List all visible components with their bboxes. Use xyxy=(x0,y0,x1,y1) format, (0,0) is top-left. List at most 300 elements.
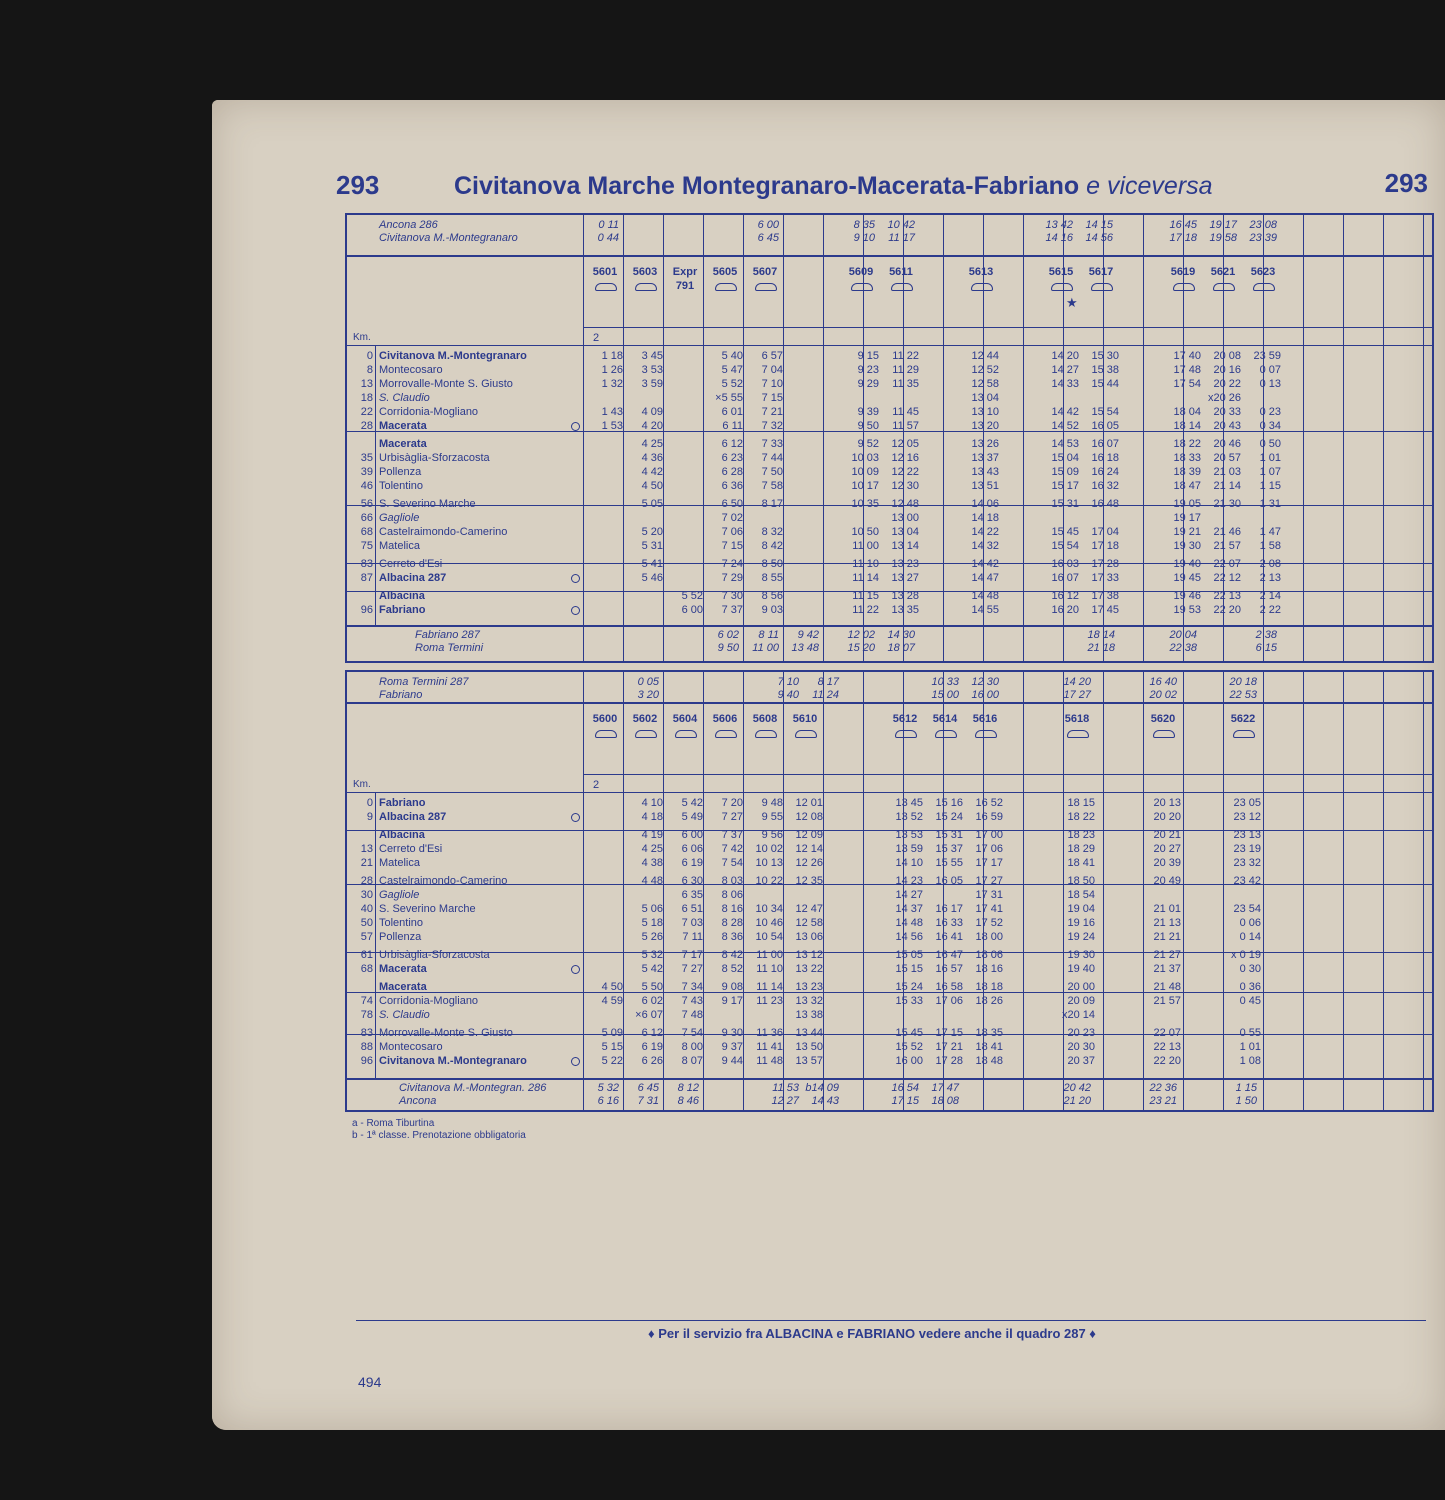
time-cell: 6 11 xyxy=(722,420,743,432)
time-cell: 12 44 xyxy=(971,350,999,362)
station-name: S. Severino Marche xyxy=(379,498,476,510)
connecting-time: 6 00 xyxy=(757,219,779,231)
time-cell: x20 26 xyxy=(1207,392,1241,404)
time-cell: 16 57 xyxy=(935,963,963,975)
col-divider xyxy=(1343,215,1344,661)
time-cell: 22 20 xyxy=(1153,1055,1181,1067)
time-cell: 16 41 xyxy=(935,931,963,943)
col-divider xyxy=(1023,672,1024,1110)
time-cell: 5 09 xyxy=(601,1027,623,1039)
time-cell: 16 32 xyxy=(1091,480,1119,492)
time-cell: 4 42 xyxy=(641,466,663,478)
time-cell: 10 22 xyxy=(755,875,783,887)
time-cell: 15 45 xyxy=(1051,526,1079,538)
time-cell: 4 50 xyxy=(601,981,623,993)
time-cell: 21 48 xyxy=(1153,981,1181,993)
time-cell: 20 21 xyxy=(1153,829,1181,841)
time-cell: 18 47 xyxy=(1173,480,1201,492)
station-name: Urbisàglia-Sforzacosta xyxy=(379,949,490,961)
star-mark: ★ xyxy=(1066,295,1078,310)
time-cell: 12 05 xyxy=(891,438,919,450)
time-cell: 5 18 xyxy=(641,917,663,929)
time-cell: 10 03 xyxy=(851,452,879,464)
station-name: Corridonia-Mogliano xyxy=(379,406,479,418)
station-name: Cerreto d'Esi xyxy=(379,558,443,570)
time-cell: 16 07 xyxy=(1051,572,1079,584)
connecting-station: Fabriano 287 xyxy=(415,629,480,641)
time-cell: 17 04 xyxy=(1091,526,1119,538)
time-cell: 12 26 xyxy=(795,857,823,869)
time-cell: 15 33 xyxy=(895,995,923,1007)
circle-marker xyxy=(571,422,580,431)
train-number: 5620 xyxy=(1150,713,1176,725)
time-cell: 17 18 xyxy=(1091,540,1119,552)
time-cell: 7 54 xyxy=(681,1027,703,1039)
station-km: 21 xyxy=(360,857,373,869)
train-icon xyxy=(1253,283,1275,291)
body-rule xyxy=(347,345,1432,346)
time-cell: 11 15 xyxy=(852,590,879,602)
time-cell: 19 16 xyxy=(1067,917,1095,929)
time-cell: 15 05 xyxy=(895,949,923,961)
time-cell: x 0 19 xyxy=(1231,949,1261,961)
time-cell: 1 58 xyxy=(1259,540,1281,552)
col-divider xyxy=(743,672,744,1110)
time-cell: 20 22 xyxy=(1213,378,1241,390)
station-name: Castelraimondo-Camerino xyxy=(379,526,508,538)
connecting-station: Roma Termini xyxy=(415,642,484,654)
train-icon xyxy=(715,730,737,738)
time-cell: 11 57 xyxy=(892,420,919,432)
time-cell: 8 55 xyxy=(761,572,783,584)
time-cell: 16 52 xyxy=(975,797,1003,809)
time-cell: 14 27 xyxy=(1051,364,1079,376)
time-cell: 19 05 xyxy=(1173,498,1201,510)
time-cell: 15 15 xyxy=(895,963,923,975)
circle-marker xyxy=(571,813,580,822)
time-cell: 14 10 xyxy=(895,857,923,869)
train-number: Expr 791 xyxy=(672,266,698,292)
station-km: 74 xyxy=(360,995,373,1007)
time-cell: 10 17 xyxy=(851,480,879,492)
km-label: Km. xyxy=(353,779,371,790)
time-cell: 18 33 xyxy=(1173,452,1201,464)
time-cell: 4 36 xyxy=(641,452,663,464)
time-cell: 5 20 xyxy=(641,526,663,538)
time-cell: 13 04 xyxy=(891,526,919,538)
connecting-time: 23 39 xyxy=(1249,232,1277,244)
station-name: Tolentino xyxy=(379,917,424,929)
km-divider xyxy=(375,792,376,1078)
time-cell: 9 15 xyxy=(857,350,879,362)
train-icon xyxy=(1213,283,1235,291)
time-cell: 0 55 xyxy=(1239,1027,1261,1039)
time-cell: 7 15 xyxy=(721,540,743,552)
time-cell: 5 15 xyxy=(601,1041,623,1053)
time-cell: 0 07 xyxy=(1259,364,1281,376)
station-km: 57 xyxy=(360,931,373,943)
time-cell: 11 45 xyxy=(892,406,919,418)
time-cell: 20 23 xyxy=(1067,1027,1095,1039)
time-cell: 19 30 xyxy=(1173,540,1201,552)
station-km: 87 xyxy=(360,572,373,584)
station-name: Corridonia-Mogliano xyxy=(379,995,479,1007)
connecting-time: 20 04 xyxy=(1169,629,1197,641)
connecting-time: 15 20 xyxy=(847,642,875,654)
col-divider xyxy=(703,672,704,1110)
time-cell: 18 26 xyxy=(975,995,1003,1007)
page-number-left: 293 xyxy=(336,170,380,200)
connecting-time: 6 16 xyxy=(597,1095,619,1107)
connecting-time: 8 46 xyxy=(677,1095,699,1107)
time-cell: 15 30 xyxy=(1091,350,1119,362)
time-cell: 19 46 xyxy=(1173,590,1201,602)
time-cell: 18 29 xyxy=(1067,843,1095,855)
time-cell: 6 36 xyxy=(721,480,743,492)
time-cell: 11 10 xyxy=(852,558,879,570)
station-name: Castelraimondo-Camerino xyxy=(379,875,508,887)
time-cell: 8 03 xyxy=(721,875,743,887)
time-cell: 7 15 xyxy=(761,392,783,404)
time-cell: 4 09 xyxy=(641,406,663,418)
time-cell: 7 27 xyxy=(721,811,743,823)
connecting-time: 2 38 xyxy=(1255,629,1277,641)
time-cell: 19 30 xyxy=(1067,949,1095,961)
connecting-time: 9 50 xyxy=(717,642,739,654)
station-km: 83 xyxy=(360,1027,373,1039)
time-cell: 7 50 xyxy=(761,466,783,478)
time-cell: 23 54 xyxy=(1233,903,1261,915)
time-cell: 0 23 xyxy=(1259,406,1281,418)
col-divider xyxy=(863,672,864,1110)
time-cell: 5 52 xyxy=(681,590,703,602)
time-cell: 21 37 xyxy=(1153,963,1181,975)
time-cell: 12 16 xyxy=(891,452,919,464)
train-number: 5615 xyxy=(1048,266,1074,278)
station-km: 68 xyxy=(360,963,373,975)
time-cell: 12 30 xyxy=(891,480,919,492)
time-cell: 13 06 xyxy=(795,931,823,943)
time-cell: 18 35 xyxy=(975,1027,1003,1039)
station-km: 46 xyxy=(360,480,373,492)
time-cell: 18 06 xyxy=(975,949,1003,961)
connecting-time: 14 16 xyxy=(1045,232,1073,244)
train-number: 5612 xyxy=(892,713,918,725)
time-cell: 12 35 xyxy=(795,875,823,887)
time-cell: 13 37 xyxy=(971,452,999,464)
time-cell: 7 03 xyxy=(681,917,703,929)
time-cell: 16 47 xyxy=(935,949,963,961)
connecting-time: 10 33 xyxy=(931,676,959,688)
stn-divider xyxy=(583,215,584,661)
connecting-time: 6 45 xyxy=(757,232,779,244)
time-cell: 5 46 xyxy=(641,572,663,584)
time-cell: 8 52 xyxy=(721,963,743,975)
time-cell: 14 52 xyxy=(1051,420,1079,432)
time-cell: 20 46 xyxy=(1213,438,1241,450)
station-km: 39 xyxy=(360,466,373,478)
station-km: 9 xyxy=(366,811,373,823)
time-cell: 18 15 xyxy=(1067,797,1095,809)
time-cell: 9 48 xyxy=(761,797,783,809)
train-icon xyxy=(715,283,737,291)
time-cell: 16 00 xyxy=(895,1055,923,1067)
train-icon xyxy=(1173,283,1195,291)
time-cell: 16 59 xyxy=(975,811,1003,823)
time-cell: 13 23 xyxy=(891,558,919,570)
time-cell: 2 13 xyxy=(1259,572,1281,584)
time-cell: 18 18 xyxy=(975,981,1003,993)
time-cell: 13 23 xyxy=(795,981,823,993)
time-cell: 6 12 xyxy=(721,438,743,450)
col-divider xyxy=(743,215,744,661)
time-cell: 9 56 xyxy=(761,829,783,841)
time-cell: 1 15 xyxy=(1259,480,1281,492)
time-cell: 8 42 xyxy=(721,949,743,961)
time-cell: 9 30 xyxy=(721,1027,743,1039)
col-divider xyxy=(1183,672,1184,1110)
train-icon xyxy=(1153,730,1175,738)
time-cell: 0 50 xyxy=(1259,438,1281,450)
connecting-time: 16 40 xyxy=(1149,676,1177,688)
connecting-time: 7 10 xyxy=(777,676,799,688)
time-cell: 11 29 xyxy=(892,364,919,376)
km-divider xyxy=(375,345,376,625)
connecting-time: 21 18 xyxy=(1087,642,1115,654)
time-cell: 7 20 xyxy=(721,797,743,809)
train-icon xyxy=(935,730,957,738)
time-cell: 15 45 xyxy=(895,1027,923,1039)
time-cell: 13 50 xyxy=(795,1041,823,1053)
station-name: Cerreto d'Esi xyxy=(379,843,443,855)
col-divider xyxy=(1423,215,1424,661)
time-cell: 7 02 xyxy=(721,512,743,524)
time-cell: 5 31 xyxy=(641,540,663,552)
time-cell: 20 30 xyxy=(1067,1041,1095,1053)
connecting-time: 13 42 xyxy=(1045,219,1073,231)
connecting-time: 17 47 xyxy=(931,1082,959,1094)
time-cell: 16 05 xyxy=(935,875,963,887)
time-cell: 7 04 xyxy=(761,364,783,376)
connecting-time: 8 11 xyxy=(758,629,779,641)
train-number: 5604 xyxy=(672,713,698,725)
time-cell: 21 21 xyxy=(1153,931,1181,943)
connecting-time: 6 45 xyxy=(637,1082,659,1094)
title-suffix: e viceversa xyxy=(1086,172,1213,200)
station-km: 0 xyxy=(366,797,373,809)
time-cell: 18 41 xyxy=(975,1041,1003,1053)
train-number: 5609 xyxy=(848,266,874,278)
time-cell: 3 59 xyxy=(641,378,663,390)
station-name: Montecosaro xyxy=(379,364,443,376)
connecting-time: 14 43 xyxy=(811,1095,839,1107)
time-cell: 1 26 xyxy=(601,364,623,376)
time-cell: 9 44 xyxy=(721,1055,743,1067)
time-cell: 22 13 xyxy=(1153,1041,1181,1053)
col-divider xyxy=(663,215,664,661)
time-cell: 13 04 xyxy=(971,392,999,404)
time-cell: 13 26 xyxy=(971,438,999,450)
station-km: 96 xyxy=(360,604,373,616)
connecting-time: 16 54 xyxy=(891,1082,919,1094)
time-cell: 17 06 xyxy=(935,995,963,1007)
time-cell: 6 51 xyxy=(681,903,703,915)
time-cell: 11 14 xyxy=(756,981,783,993)
connecting-time: 20 02 xyxy=(1149,689,1177,701)
time-cell: 17 38 xyxy=(1091,590,1119,602)
time-cell: 22 20 xyxy=(1213,604,1241,616)
connecting-time: 19 58 xyxy=(1209,232,1237,244)
time-cell: 7 42 xyxy=(721,843,743,855)
time-cell: 7 10 xyxy=(761,378,783,390)
time-cell: 14 42 xyxy=(1051,406,1079,418)
station-km: 66 xyxy=(360,512,373,524)
time-cell: 17 28 xyxy=(935,1055,963,1067)
time-cell: 7 43 xyxy=(681,995,703,1007)
time-cell: 15 38 xyxy=(1091,364,1119,376)
time-cell: 2 14 xyxy=(1259,590,1281,602)
time-cell: 9 03 xyxy=(761,604,783,616)
footnote-a: a - Roma Tiburtina xyxy=(352,1118,435,1129)
head-rule xyxy=(347,702,1432,704)
foot-rule xyxy=(347,625,1432,627)
time-cell: 5 26 xyxy=(641,931,663,943)
station-name: S. Severino Marche xyxy=(379,903,476,915)
time-cell: 10 34 xyxy=(755,903,783,915)
bottom-rule xyxy=(356,1320,1426,1321)
time-cell: 16 20 xyxy=(1051,604,1079,616)
time-cell: 11 22 xyxy=(892,350,919,362)
connecting-time: 7 31 xyxy=(637,1095,659,1107)
time-cell: 13 32 xyxy=(795,995,823,1007)
time-cell: 4 10 xyxy=(641,797,663,809)
col-divider xyxy=(1023,215,1024,661)
time-cell: 17 41 xyxy=(975,903,1003,915)
time-cell: 13 12 xyxy=(795,949,823,961)
train-number: 5601 xyxy=(592,266,618,278)
time-cell: 21 13 xyxy=(1153,917,1181,929)
page-title xyxy=(454,172,1213,201)
connecting-time: 12 30 xyxy=(971,676,999,688)
station-name: Macerata xyxy=(379,981,427,993)
train-icon xyxy=(1233,730,1255,738)
col-divider xyxy=(1383,215,1384,661)
time-cell: 22 12 xyxy=(1213,572,1241,584)
timetable-outbound xyxy=(345,213,1434,663)
time-cell: 1 47 xyxy=(1259,526,1281,538)
time-cell: 16 18 xyxy=(1091,452,1119,464)
connecting-station: Ancona xyxy=(399,1095,437,1107)
time-cell: 5 50 xyxy=(641,981,663,993)
station-name: Matelica xyxy=(379,857,420,869)
time-cell: 12 58 xyxy=(795,917,823,929)
col-divider xyxy=(1103,672,1104,1110)
connecting-time: 3 20 xyxy=(637,689,659,701)
col-divider xyxy=(623,672,624,1110)
station-km: 30 xyxy=(360,889,373,901)
connecting-time: 18 08 xyxy=(931,1095,959,1107)
train-number: 5603 xyxy=(632,266,658,278)
time-cell: 20 13 xyxy=(1153,797,1181,809)
station-name: Albacina xyxy=(379,590,425,602)
time-cell: 18 00 xyxy=(975,931,1003,943)
time-cell: 13 53 xyxy=(895,829,923,841)
time-cell: 18 04 xyxy=(1173,406,1201,418)
col-divider xyxy=(1303,215,1304,661)
time-cell: 12 01 xyxy=(795,797,823,809)
time-cell: 21 57 xyxy=(1213,540,1241,552)
connecting-time: 15 00 xyxy=(931,689,959,701)
time-cell: 14 18 xyxy=(971,512,999,524)
time-cell: 12 08 xyxy=(795,811,823,823)
time-cell: 16 03 xyxy=(1051,558,1079,570)
body-rule xyxy=(347,792,1432,793)
time-cell: 21 57 xyxy=(1153,995,1181,1007)
station-name: S. Claudio xyxy=(379,392,430,404)
time-cell: 6 50 xyxy=(721,498,743,510)
time-cell: 23 13 xyxy=(1233,829,1261,841)
connecting-time: 8 12 xyxy=(677,1082,699,1094)
train-icon xyxy=(971,283,993,291)
time-cell: 18 41 xyxy=(1067,857,1095,869)
time-cell: 9 08 xyxy=(721,981,743,993)
train-number: 5619 xyxy=(1170,266,1196,278)
time-cell: 10 46 xyxy=(755,917,783,929)
time-cell: 17 00 xyxy=(975,829,1003,841)
time-cell: 12 58 xyxy=(971,378,999,390)
time-cell: 0 14 xyxy=(1239,931,1261,943)
time-cell: 8 16 xyxy=(721,903,743,915)
connecting-time: 17 15 xyxy=(891,1095,919,1107)
time-cell: 7 58 xyxy=(761,480,783,492)
time-cell: 14 23 xyxy=(895,875,923,887)
time-cell: 20 08 xyxy=(1213,350,1241,362)
col-divider xyxy=(1423,672,1424,1110)
connecting-time: 11 00 xyxy=(752,642,779,654)
train-icon xyxy=(675,730,697,738)
time-cell: 13 10 xyxy=(971,406,999,418)
time-cell: 10 54 xyxy=(755,931,783,943)
connecting-station: Civitanova M.-Montegran. 286 xyxy=(399,1082,547,1094)
time-cell: 0 13 xyxy=(1259,378,1281,390)
train-icon xyxy=(975,730,997,738)
connecting-time: 10 42 xyxy=(887,219,915,231)
time-cell: 20 49 xyxy=(1153,875,1181,887)
time-cell: 0 30 xyxy=(1239,963,1261,975)
time-cell: 8 06 xyxy=(721,889,743,901)
connecting-station: Civitanova M.-Montegranaro xyxy=(379,232,518,244)
connecting-time: 1 15 xyxy=(1235,1082,1257,1094)
connecting-time: 8 17 xyxy=(817,676,839,688)
train-icon xyxy=(635,283,657,291)
time-cell: 9 55 xyxy=(761,811,783,823)
station-name: Macerata xyxy=(379,420,427,432)
time-cell: 9 29 xyxy=(857,378,879,390)
connecting-time: 0 44 xyxy=(597,232,619,244)
time-cell: 4 20 xyxy=(641,420,663,432)
time-cell: 18 22 xyxy=(1173,438,1201,450)
connecting-time: 16 00 xyxy=(971,689,999,701)
time-cell: 13 14 xyxy=(891,540,919,552)
time-cell: 7 54 xyxy=(721,857,743,869)
time-cell: 11 48 xyxy=(756,1055,783,1067)
time-cell: 1 01 xyxy=(1259,452,1281,464)
time-cell: 23 12 xyxy=(1233,811,1261,823)
time-cell: 5 05 xyxy=(641,498,663,510)
connecting-time: 9 10 xyxy=(853,232,875,244)
head-rule xyxy=(347,255,1432,257)
time-cell: 6 57 xyxy=(761,350,783,362)
